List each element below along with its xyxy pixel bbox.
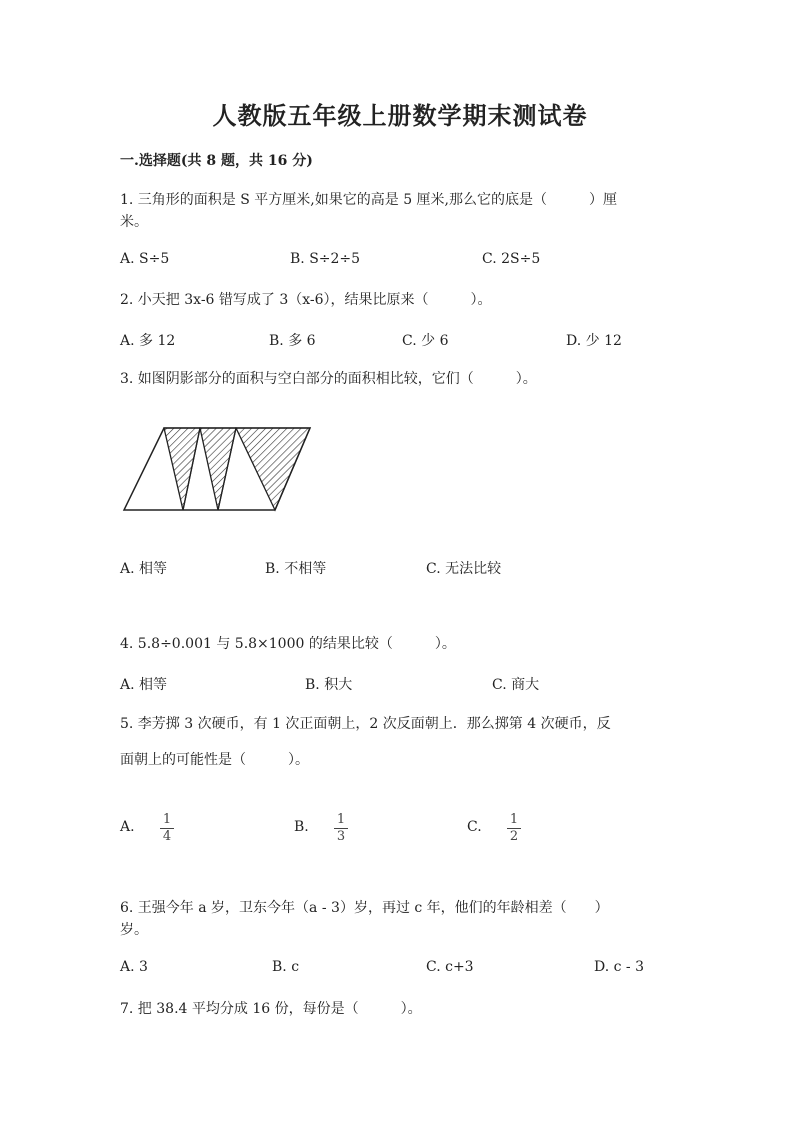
question-6-option-c: C. c+3 xyxy=(426,959,474,975)
question-5-line-2: 面朝上的可能性是（ ）。 xyxy=(120,752,309,768)
question-3-option-b: B. 不相等 xyxy=(265,561,327,577)
page-title: 人教版五年级上册数学期末测试卷 xyxy=(212,101,588,130)
question-2-option-b: B. 多 6 xyxy=(269,333,316,349)
question-2-option-c: C. 少 6 xyxy=(402,333,449,349)
fraction-one-half: 1 2 xyxy=(507,813,521,844)
question-1-option-b: B. S÷2÷5 xyxy=(290,251,361,267)
question-6-line-1: 6. 王强今年 a 岁，卫东今年（a - 3）岁，再过 c 年，他们的年龄相差（ ） xyxy=(120,900,609,916)
question-3-option-a: A. 相等 xyxy=(120,561,168,577)
question-4-option-a: A. 相等 xyxy=(120,677,168,693)
question-6-line-2: 岁。 xyxy=(120,922,148,938)
shaded-triangle xyxy=(200,428,236,510)
question-6-option-d: D. c - 3 xyxy=(594,959,645,975)
shaded-triangle xyxy=(164,428,200,510)
question-1-option-a: A. S÷5 xyxy=(120,251,170,267)
question-2-text: 2. 小天把 3x-6 错写成了 3（x-6），结果比原来（ ）。 xyxy=(120,292,492,308)
question-5-option-b: B. xyxy=(294,819,309,835)
question-2-option-d: D. 少 12 xyxy=(566,333,622,349)
shaded-triangle xyxy=(236,428,310,510)
question-5-option-c: C. xyxy=(467,819,482,835)
question-1-line-1: 1. 三角形的面积是 S 平方厘米,如果它的高是 5 厘米,那么它的底是（ ）厘 xyxy=(120,192,618,208)
question-2-option-a: A. 多 12 xyxy=(120,333,176,349)
question-6-option-b: B. c xyxy=(272,959,300,975)
question-5-line-1: 5. 李芳掷 3 次硬币，有 1 次正面朝上，2 次反面朝上．那么掷第 4 次硬币，反 xyxy=(120,716,611,732)
question-4-text: 4. 5.8÷0.001 与 5.8×1000 的结果比较（ ）。 xyxy=(120,636,456,652)
question-6-option-a: A. 3 xyxy=(120,959,148,975)
question-3-text: 3. 如图阴影部分的面积与空白部分的面积相比较，它们（ ）。 xyxy=(120,371,537,387)
question-1-option-c: C. 2S÷5 xyxy=(482,251,541,267)
question-5-option-a: A. xyxy=(120,819,135,835)
question-1-line-2: 米。 xyxy=(120,214,148,230)
question-4-option-c: C. 商大 xyxy=(492,677,540,693)
fraction-one-third: 1 3 xyxy=(334,813,348,844)
parallelogram-figure xyxy=(118,420,318,515)
question-4-option-b: B. 积大 xyxy=(305,677,353,693)
question-7-text: 7. 把 38.4 平均分成 16 份，每份是（ ）。 xyxy=(120,1001,422,1017)
fraction-one-quarter: 1 4 xyxy=(160,813,174,844)
section-heading: 一.选择题(共 8 题，共 16 分) xyxy=(120,153,313,169)
question-3-option-c: C. 无法比较 xyxy=(426,561,502,577)
